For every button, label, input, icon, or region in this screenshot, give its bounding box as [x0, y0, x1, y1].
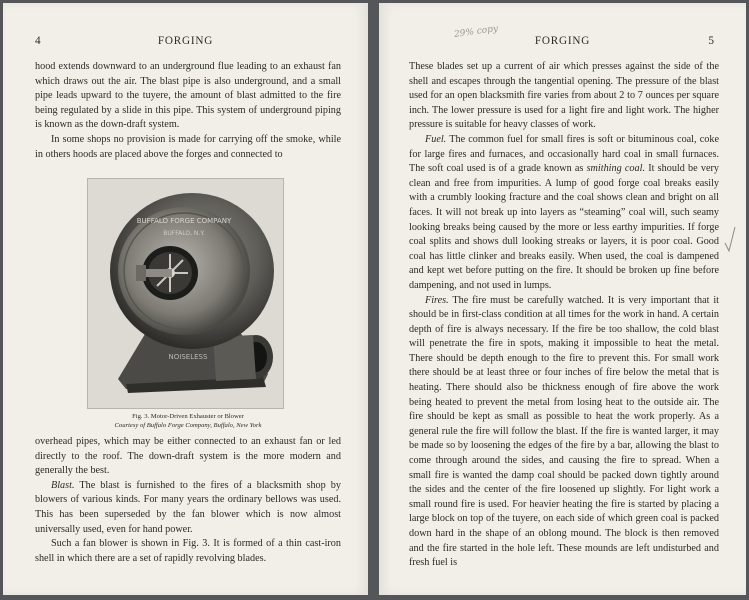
caption-credit: Courtesy of Buffalo Forge Company, Buffalo, New York — [114, 422, 262, 429]
page-number: 4 — [35, 35, 41, 47]
casting-base-lettering: NOISELESS — [168, 353, 208, 361]
handwritten-note: 29% copy — [453, 23, 499, 41]
caption-title: Fig. 3. Motor-Driven Exhauster or Blower — [132, 413, 244, 420]
casting-lettering-inner: BUFFALO, N.Y. — [163, 230, 205, 237]
paragraph-blast: Blast. The blast is furnished to the fires of a blacksmith shop by blowers of various kinds. For many years the ordinary bellows was used. This has been superseded by the fan blower which is now almost universally used, even for hand power. — [35, 479, 341, 535]
paragraph-fires: Fires. The fire must be carefully watched. It is very important that it should be in first-class condition at all times for the work in hand. A certain depth of fire is always necessary. If the fire be too shallow, the cold blast will penetrate the fire in spots, making it impossible to heat the metal. There should be depth enough to the fire to prevent this. For small work there should be at least three or four inches of fire below the metal that is heating. There should also be thickness enough of fire above the work being heated to prevent the metal from losing heat to the outside air. The fire should be kept as small as possible to heat the work properly. As a general rule the fire will follow the blast. If the fire is wanted larger, it may be made so by loosening the edges of the fire by a bar, allowing the blast to come through around the sides, and causing the fire to spread. When a small fire is wanted the damp coal should be packed down tightly around the sides and the center of the fire loosened up slightly. For light work a small round fire is used. For heavier heating the fire is started by placing a large block on top of the tuyere, on each side of which green coal is packed down hard in the shape of an oblong mound. The block is then removed and the fire started in the hole left. These mounds are left undisturbed and fresh fuel is — [409, 294, 719, 569]
right-page — [379, 3, 746, 595]
term-smithing-coal: smithing coal. — [586, 163, 645, 175]
pencil-check-mark — [723, 225, 737, 255]
left-page — [3, 3, 368, 595]
paragraph: Such a fan blower is shown in Fig. 3. It is formed of a thin cast-iron shell in which there are a set of rapidly revolving blades. — [35, 538, 341, 564]
section-heading-blast: Blast. — [51, 479, 75, 491]
running-head: FORGING — [157, 35, 214, 47]
paragraph-fuel: Fuel. The common fuel for small fires is soft or bituminous coal, coke for large fires and furnaces, and occasionally hard coal in small furnaces. The soft coal used is of a grade known as smithing coal. It should be very clean and free from impurities. A lump of good forge coal breaks easily with a crumbly looking fracture and the coal shows clean and bright on all faces. It will not break up into layers as “steaming” coal will, such seamy looking breaks being caused by the more or less earthy impurities. If forge coal splits and shows dull looking streaks or layers, it is poor coal. Good coal has little clinker and breaks easily. When used, the coal is dampened and kept wet before putting on the fire. It should be broken up fine before dampening, and not used in lumps. — [409, 133, 719, 291]
paragraph: overhead pipes, which may be either connected to an exhaust fan or led directly to the roof. The down-draft system is the more modern and generally the best. — [35, 436, 341, 477]
text-block-bottom — [35, 435, 341, 566]
page-number: 5 — [708, 35, 714, 47]
text-block-top — [35, 60, 341, 162]
casting-lettering-outer: BUFFALO FORGE COMPANY — [136, 217, 232, 225]
paragraph: hood extends downward to an underground flue leading to an exhaust fan which draws out the air. The blast pipe is also underground, and a small pipe leads upward to the tuyere, the amount of blast admitted to the fire being regulated by a slide in this pipe. This system of underground piping is known as the down-draft system. — [35, 61, 341, 131]
paragraph: In some shops no provision is made for carrying off the smoke, while in others hoods are placed above the forges and connected to — [35, 133, 341, 160]
section-heading-fuel: Fuel. — [425, 133, 447, 145]
figure-caption — [35, 412, 341, 430]
section-heading-fires: Fires. — [425, 294, 449, 306]
running-head: FORGING — [534, 35, 591, 47]
text-block — [409, 60, 719, 571]
blower-illustration — [88, 179, 284, 409]
figure-blower-photo — [87, 178, 284, 409]
paragraph: These blades set up a current of air which presses against the side of the shell and escapes through the tangential opening. The pressure of the blast used for an open blacksmith fire varies from about 2 to 7 ounces per square inch. The lower pressure is used for a light fire and light work. The higher pressure is suitable for heavy classes of work. — [409, 61, 719, 131]
